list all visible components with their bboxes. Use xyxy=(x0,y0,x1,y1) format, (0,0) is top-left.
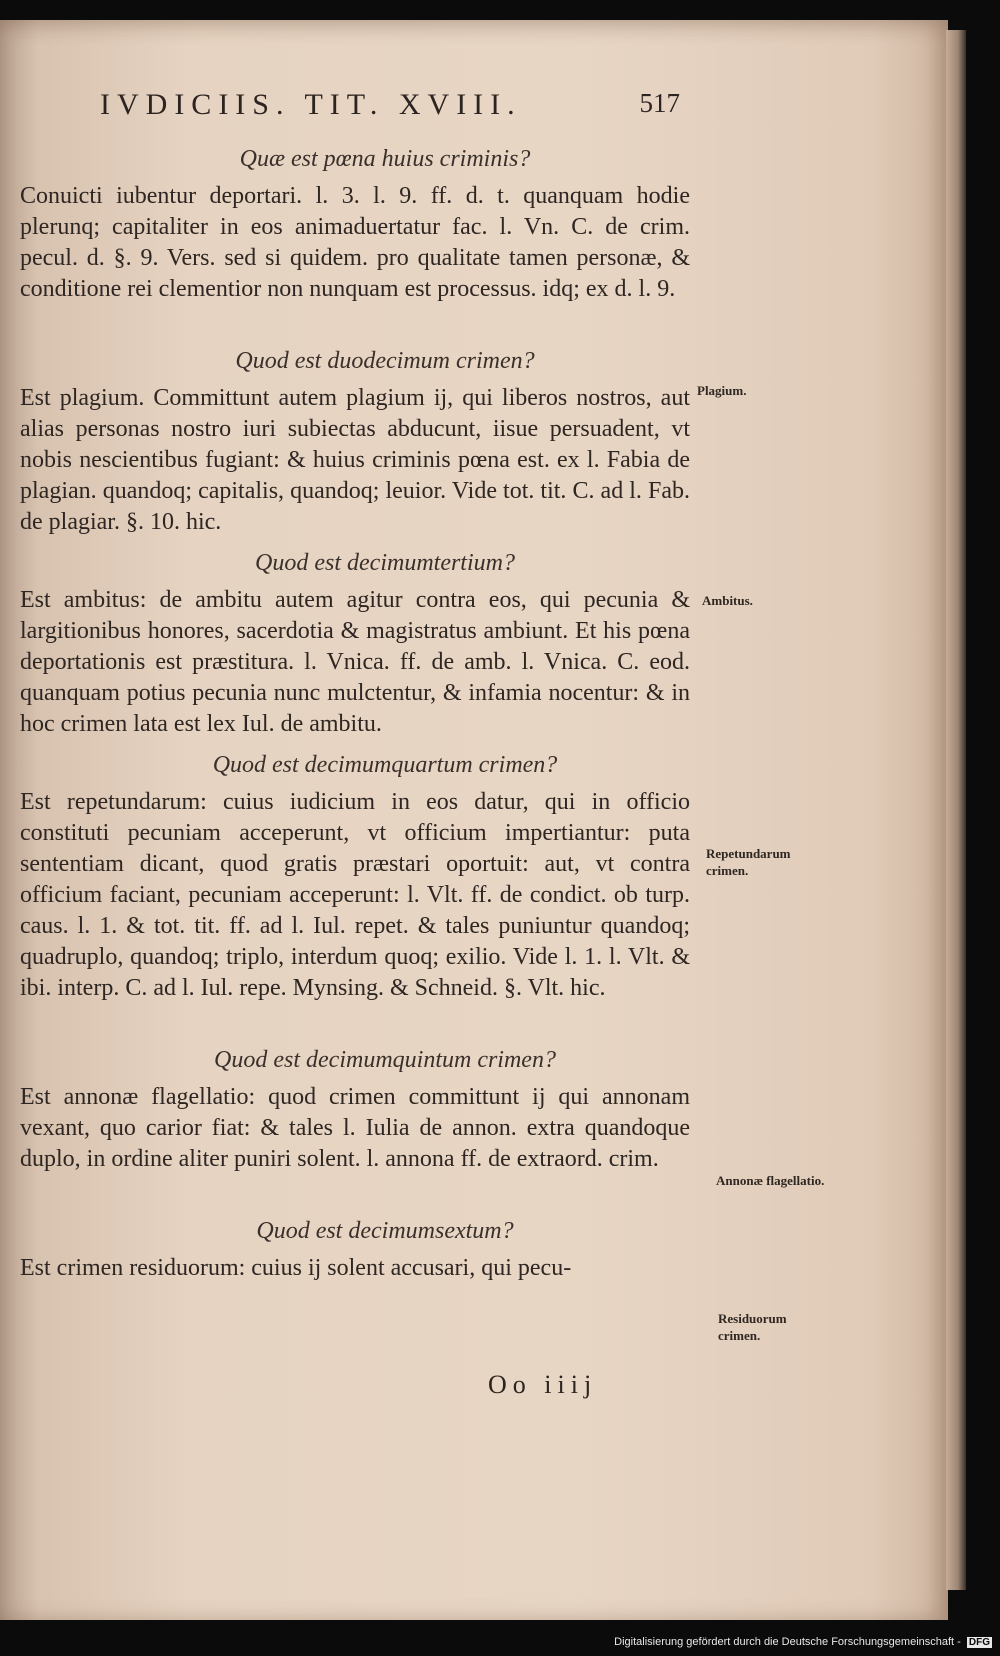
page-number: 517 xyxy=(639,88,680,118)
margin-note-repetundarum: Repetundarum crimen. xyxy=(706,846,791,878)
paragraph: Est repetundarum: cuius iudicium in eos datur, qui in officio constituti pecuniam acceperunt, vt officium impertiantur: puta sententiam dicant, quod gratis præstari oportuit: aut, vt contra officium faciant, pecuniam acceperunt: l. Vlt. ff. de condict. ob turp. caus. l. 1. & tot. tit. ff. ad l. Iul. repet. & tales puniuntur quandoq; quadruplo, quandoq; triplo, interdum quoq; exilio. Vide l. 1. l. Vlt. & ibi. interp. C. ad l. Iul. repe. Mynsing. & Schneid. §. Vlt. hic. xyxy=(20,789,690,1001)
question-heading: Quod est decimumtertium? xyxy=(255,550,515,576)
footer-text: Digitalisierung gefördert durch die Deutsche Forschungsgemeinschaft - xyxy=(614,1636,961,1648)
paragraph: Conuicti iubentur deportari. l. 3. l. 9. ff. d. t. quanquam hodie plerunq; capitaliter in eos animaduertatur fac. l. Vn. C. de crim. pecul. d. §. 9. Vers. sed si quidem. pro qualitate tamen personæ, & conditione rei clementior non nunquam est processus. idq; ex d. l. 9. xyxy=(20,183,690,302)
paragraph: Est crimen residuorum: cuius ij solent accusari, qui pecu- xyxy=(20,1255,572,1281)
question-heading: Quod est decimumquartum crimen? xyxy=(212,752,558,778)
running-title: IVDICIIS. TIT. XVIII. xyxy=(100,88,522,121)
paragraph: Est ambitus: de ambitu autem agitur contra eos, qui pecunia & largitionibus honores, sacerdotia & magistratus ambiunt. Et his pœna deportationis est præstitura. l. Vnica. ff. de amb. l. Vnica. C. eod. quanquam potius pecunia nunc mulctentur, & infamia nocentur: & in hoc crimen lata est lex Iul. de ambitu. xyxy=(20,587,690,737)
digitization-footer xyxy=(614,1636,992,1648)
catchword-signature: Oo iiij xyxy=(488,1370,598,1399)
question-heading: Quod est decimumsextum? xyxy=(256,1218,514,1244)
question-heading: Quod est duodecimum crimen? xyxy=(235,348,535,374)
margin-note-plagium: Plagium. xyxy=(697,383,747,398)
dfg-logo-icon: DFG xyxy=(968,1637,990,1648)
question-heading: Quæ est pœna huius criminis? xyxy=(239,146,531,172)
question-heading: Quod est decimumquintum crimen? xyxy=(214,1047,556,1073)
margin-note-ambitus: Ambitus. xyxy=(702,593,753,608)
main-text xyxy=(20,140,690,1296)
book-page xyxy=(0,20,948,1620)
page-header xyxy=(100,88,680,132)
margin-note-residuorum: Residuorum crimen. xyxy=(718,1311,787,1343)
paragraph: Est annonæ flagellatio: quod crimen committunt ij qui annonam vexant, quo carior fiat: & tales l. Iulia de annon. extra quandoque duplo, in ordine aliter puniri solent. l. annona ff. de extraord. crim. xyxy=(20,1084,690,1172)
margin-note-annonae: Annonæ flagellatio. xyxy=(716,1173,825,1188)
paragraph: Est plagium. Committunt autem plagium ij, qui liberos nostros, aut alias personas nostro iuri subiectas abducunt, iisue persuadent, vt nobis nescientibus fugiant: & huius criminis pœna est. ex l. Fabia de plagian. quandoq; capitalis, quandoq; leuior. Vide tot. tit. C. ad l. Fab. de plagiar. §. 10. hic. xyxy=(20,385,690,535)
